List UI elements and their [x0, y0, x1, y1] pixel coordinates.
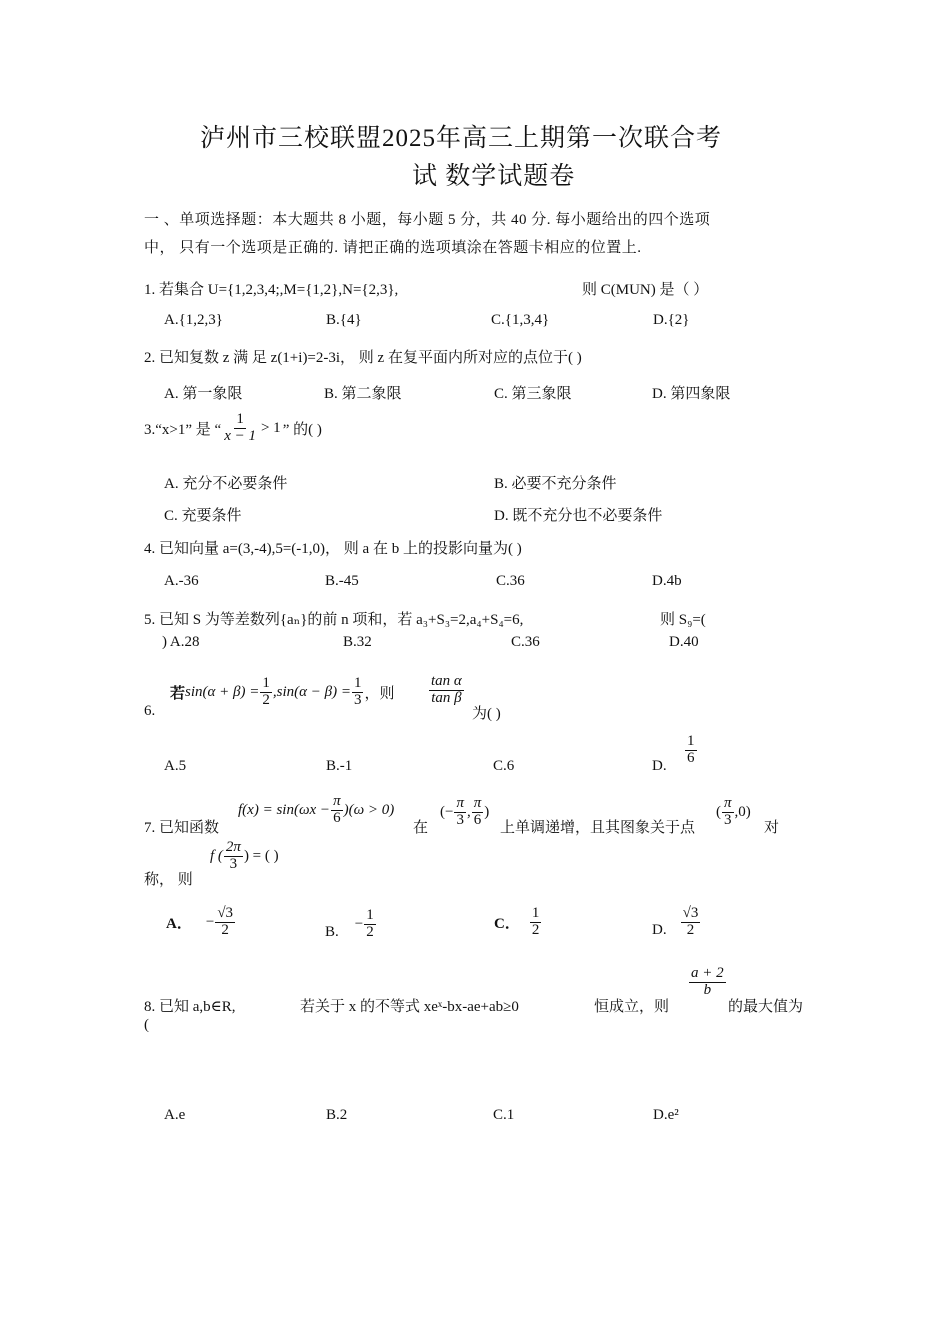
q3-frac-num: 1	[236, 411, 244, 427]
q7-line-2: 称， 则	[144, 872, 193, 888]
q7-option-c-frac	[530, 906, 542, 939]
q7-interval-left-num: π	[456, 795, 464, 811]
q7-function: f(x) = sin(ωx −	[238, 801, 331, 818]
q7-point-x	[722, 796, 734, 829]
section-header-line-1: 一 、单项选择题：本大题共 8 小题，每小题 5 分，共 40 分. 每小题给出的四个选项	[144, 212, 711, 228]
q7-interval-left	[454, 796, 466, 829]
q6-option-c[interactable]: C.6	[493, 758, 515, 774]
q3-frac-den: x − 1	[224, 427, 256, 444]
q7-option-a[interactable]	[166, 906, 236, 939]
q7-ask-close: ) = ( )	[243, 847, 279, 864]
q7-point-close: ,0)	[734, 803, 751, 820]
q7-option-a-num: √3	[217, 905, 234, 921]
q7-ask-num: 2π	[225, 839, 241, 855]
q3-option-d[interactable]: D. 既不充分也不必要条件	[494, 508, 663, 524]
q7-condition: )(ω > 0)	[343, 801, 395, 818]
q7-option-b-sign: −	[354, 915, 364, 932]
q6-d-den: 6	[687, 749, 695, 766]
q5-option-d[interactable]: D.40	[669, 634, 699, 650]
q6-frac-2-den: 3	[353, 691, 362, 708]
q5-stem-b: 则 S₉=(	[660, 612, 706, 628]
q7-option-a-sign: −	[205, 913, 215, 930]
q7-option-c-num: 1	[531, 905, 540, 921]
q7-monotone-text: 上单调递增，且其图象关于点	[500, 820, 696, 836]
q7-option-c[interactable]	[494, 906, 542, 939]
q8-option-c[interactable]: C.1	[493, 1107, 515, 1123]
q7-interval-close: )	[484, 803, 490, 820]
q5-option-c[interactable]: C.36	[511, 634, 540, 650]
q6-ratio	[429, 674, 464, 707]
section-header-line-2: 中， 只有一个选项是正确的. 请把正确的选项填涂在答题卡相应的位置上.	[144, 240, 642, 256]
q1-stem-a: 1. 若集合 U={1,2,3,4;,M={1,2},N={2,3},	[144, 282, 399, 298]
q6-frac-1	[260, 676, 272, 709]
q5-stem-a: 5. 已知 S 为等差数列{aₙ}的前 n 项和，若 a₃+S₃=2,a₄+S₄=6,	[144, 612, 524, 628]
q3-relation: > 1	[260, 419, 281, 436]
q1-option-a[interactable]: A.{1,2,3}	[164, 312, 223, 328]
q4-option-d[interactable]: D.4b	[652, 573, 682, 589]
q6-ratio-num: tan α	[431, 673, 462, 689]
q7-option-d-den: 2	[686, 921, 695, 938]
q6-lead: 若	[170, 685, 186, 702]
q7-in: 在	[413, 820, 429, 836]
q7-option-c-den: 2	[531, 921, 540, 938]
q7-interval-left-den: 3	[456, 811, 464, 828]
q7-phase-den: 6	[333, 809, 341, 826]
q8-stem-c: 恒成立，则	[594, 999, 670, 1015]
q6-option-d[interactable]: D.	[652, 758, 667, 774]
q6-frac-2	[352, 676, 364, 709]
q7-interval-open: (−	[440, 803, 454, 820]
q7-option-d-frac	[681, 906, 701, 939]
q7-option-d[interactable]	[652, 906, 701, 939]
q8-option-b[interactable]: B.2	[326, 1107, 348, 1123]
q6-frac-1-den: 2	[262, 691, 270, 708]
q6-expr-1: sin(α + β) =	[185, 683, 260, 700]
q7-option-b-label: B.	[325, 923, 339, 940]
q7-interval-right	[472, 796, 484, 829]
q3-option-a[interactable]: A. 充分不必要条件	[164, 476, 288, 492]
q6-option-a[interactable]: A.5	[164, 758, 187, 774]
q4-option-b[interactable]: B.-45	[325, 573, 359, 589]
q8-frac-num: a + 2	[691, 965, 724, 981]
q2-option-a[interactable]: A. 第一象限	[164, 386, 243, 402]
q5-option-a[interactable]: ) A.28	[162, 634, 200, 650]
q7-symmetry: 对	[764, 820, 780, 836]
q7-phase	[331, 794, 343, 827]
q7-interval-comma: ,	[466, 803, 471, 820]
q7-option-b-den: 2	[366, 923, 374, 940]
q8-fraction	[689, 966, 726, 999]
q4-option-c[interactable]: C.36	[496, 573, 525, 589]
q7-option-a-den: 2	[221, 921, 229, 938]
q8-paren: (	[144, 1017, 149, 1033]
q6-tail: 为( )	[472, 706, 501, 722]
q7-ask-open: f (	[210, 847, 223, 864]
q6-option-b[interactable]: B.-1	[326, 758, 353, 774]
q6-expr-2: ,sin(α − β) =	[272, 683, 351, 700]
q1-option-c[interactable]: C.{1,3,4}	[491, 312, 550, 328]
q7-ask-den: 3	[229, 855, 238, 872]
q7-interval-right-den: 6	[473, 811, 482, 828]
q6-then: ，则	[364, 685, 395, 702]
q3-fraction	[222, 412, 258, 445]
q6-option-d-frac	[685, 734, 697, 767]
q7-option-a-frac	[215, 906, 235, 939]
q3-stem-a: 3.“x>1” 是 “	[144, 421, 222, 438]
q7-option-c-label: C．	[494, 915, 520, 932]
q7-point-x-num: π	[724, 795, 732, 811]
q7-point-open: (	[716, 803, 721, 820]
q1-option-d[interactable]: D.{2}	[653, 312, 690, 328]
title-line-1: 泸州市三校联盟2025年高三上期第一次联合考	[200, 125, 723, 152]
q8-frac-den: b	[703, 981, 712, 998]
q7-option-d-label: D.	[652, 921, 667, 938]
q7-option-b-frac	[364, 908, 376, 941]
q7-option-b-num: 1	[366, 907, 374, 923]
q6-frac-1-num: 1	[262, 675, 270, 691]
q2-option-c[interactable]: C. 第三象限	[494, 386, 572, 402]
q7-option-d-num: √3	[682, 905, 699, 921]
q1-option-b[interactable]: B.{4}	[326, 312, 362, 328]
q8-option-d[interactable]: D.e²	[653, 1107, 679, 1123]
q2-option-d[interactable]: D. 第四象限	[652, 386, 731, 402]
q6-number: 6.	[144, 703, 156, 719]
q8-stem-a: 8. 已知 a,b∈R,	[144, 999, 236, 1015]
q8-stem-b: 若关于 x 的不等式 xeˣ-bx-ae+ab≥0	[300, 999, 519, 1015]
q7-stem-a: 7. 已知函数	[144, 820, 220, 836]
q2-stem: 2. 已知复数 z 满 足 z(1+i)=2-3i， 则 z 在复平面内所对应的点位于( )	[144, 350, 582, 366]
q2-option-b[interactable]: B. 第二象限	[324, 386, 402, 402]
q7-ask-frac	[224, 840, 243, 873]
q3-option-b[interactable]: B. 必要不充分条件	[494, 476, 617, 492]
q7-option-b[interactable]	[325, 908, 377, 941]
q7-interval-right-num: π	[473, 795, 482, 811]
q6-ratio-den: tan β	[431, 689, 462, 706]
q7-option-a-label: A．	[166, 915, 192, 932]
q8-stem-d: 的最大值为	[728, 999, 804, 1015]
q7-phase-num: π	[333, 793, 341, 809]
title-line-2: 试 数学试题卷	[412, 163, 576, 190]
q7-point-x-den: 3	[724, 811, 732, 828]
q6-frac-2-num: 1	[353, 675, 362, 691]
q3-stem-b: ” 的( )	[282, 421, 322, 438]
q6-d-num: 1	[687, 733, 695, 749]
q5-option-b[interactable]: B.32	[343, 634, 372, 650]
q4-stem: 4. 已知向量 a=(3,-4),5=(-1,0)， 则 a 在 b 上的投影向量为( )	[144, 541, 522, 557]
q3-option-c[interactable]: C. 充要条件	[164, 508, 242, 524]
q4-option-a[interactable]: A.-36	[164, 573, 199, 589]
q1-stem-b: 则 C(MUN) 是（ ）	[582, 282, 709, 298]
q8-option-a[interactable]: A.e	[164, 1107, 186, 1123]
